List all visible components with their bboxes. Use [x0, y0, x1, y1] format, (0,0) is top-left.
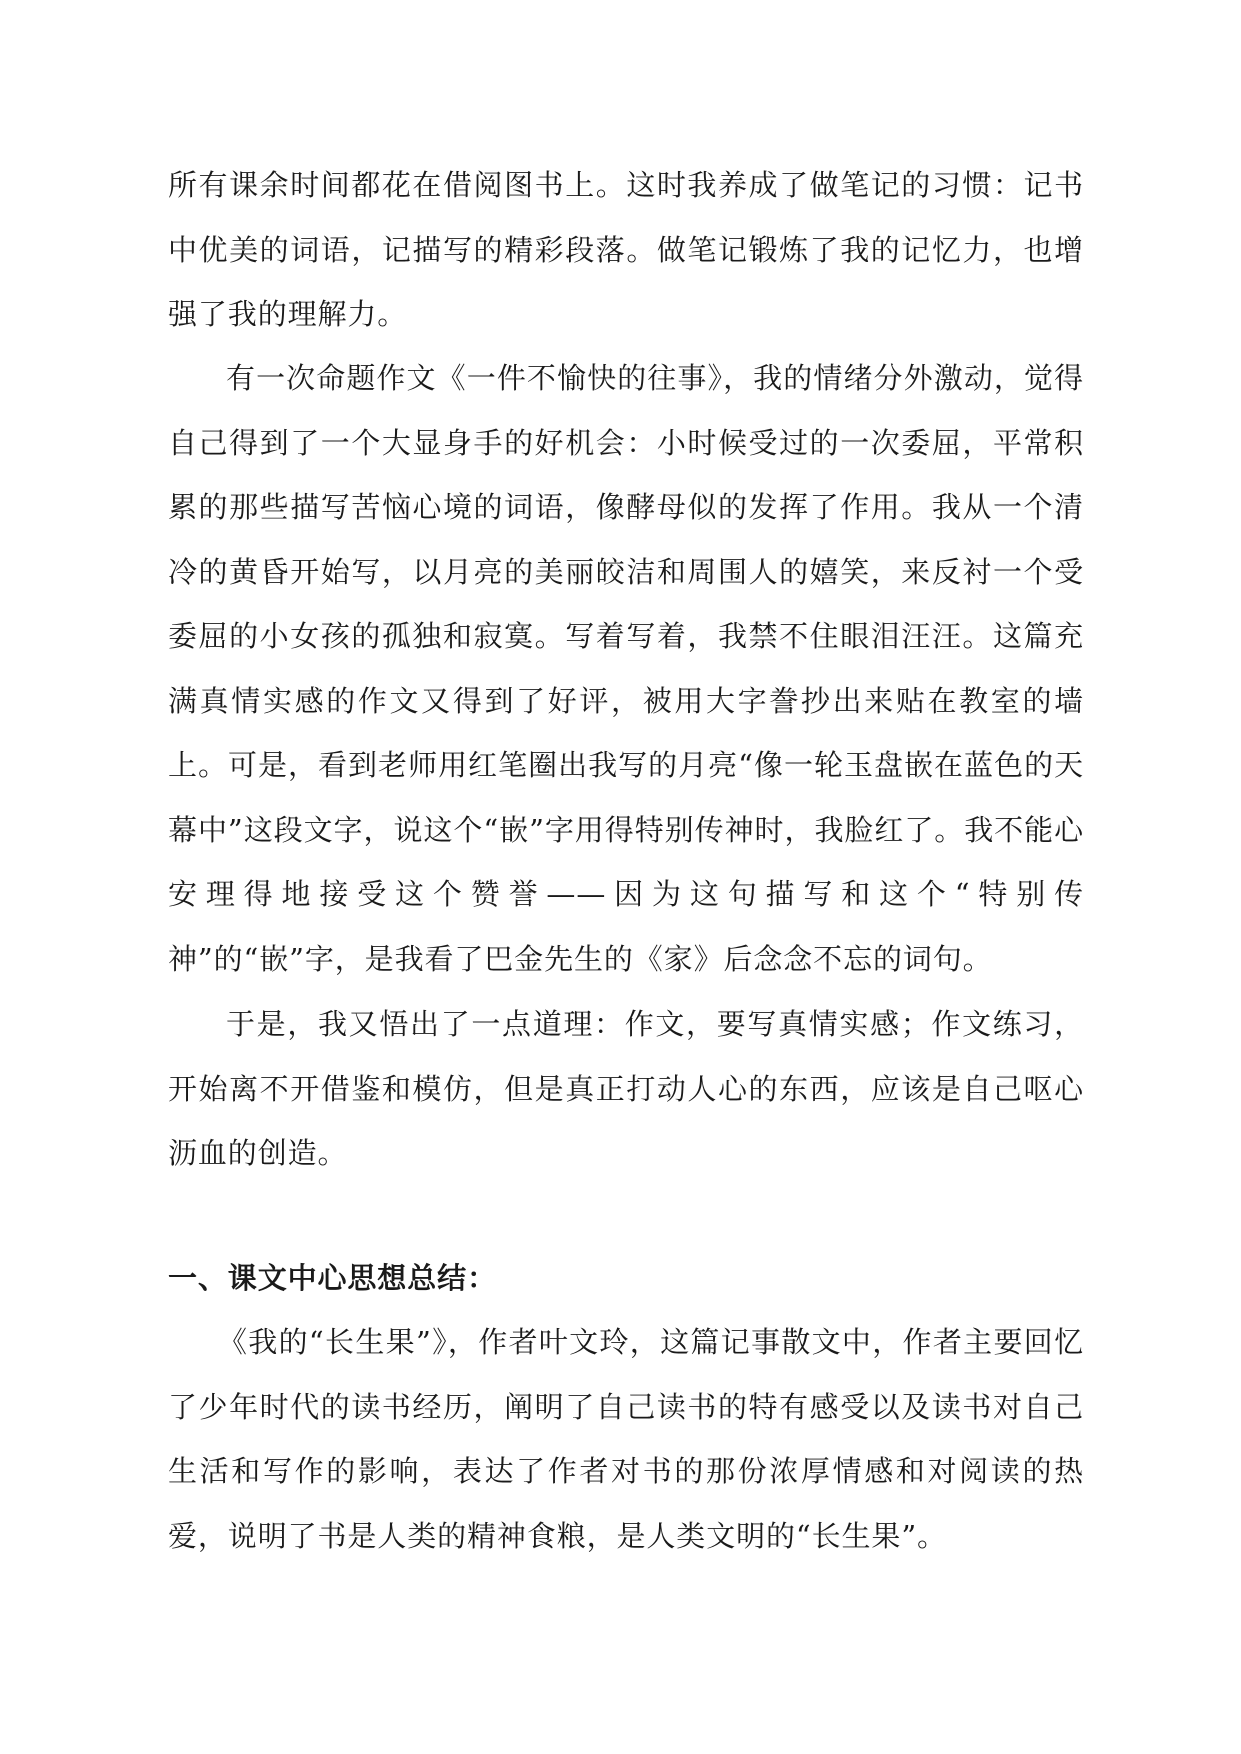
- paragraph-composition-story: 有一次命题作文《一件不愉快的往事》，我的情绪分外激动，觉得自己得到了一个大显身手的好机会：小时候受过的一次委屈，平常积累的那些描写苦恼心境的词语，像酵母似的发挥了作用。我从一个清冷的黄昏开始写，以月亮的美丽皎洁和周围人的嬉笑，来反衬一个受委屈的小女孩的孤独和寂寞。写着写着，我禁不住眼泪汪汪。这篇充满真情实感的作文又得到了好评，被用大字誊抄出来贴在教室的墙上。可是，看到老师用红笔圈出我写的月亮“像一轮玉盘嵌在蓝色的天幕中”这段文字，说这个“嵌”字用得特别传神时，我脸红了。我不能心安理得地接受这个赞誉——因为这句描写和这个“特别传神”的“嵌”字，是我看了巴金先生的《家》后念念不忘的词句。: [168, 361, 1084, 976]
- paragraph-reading-notes: 所有课余时间都花在借阅图书上。这时我养成了做笔记的习惯：记书中优美的词语，记描写的精彩段落。做笔记锻炼了我的记忆力，也增强了我的理解力。: [168, 168, 1084, 331]
- paragraph-summary: 《我的“长生果”》，作者叶文玲，这篇记事散文中，作者主要回忆了少年时代的读书经历，阐明了自己读书的特有感受以及读书对自己生活和写作的影响，表达了作者对书的那份浓厚情感和对阅读的热爱，说明了书是人类的精神食粮，是人类文明的“长生果”。: [168, 1325, 1084, 1553]
- section-heading: 一、课文中心思想总结：: [168, 1261, 497, 1295]
- paragraph-lesson-learned: 于是，我又悟出了一点道理：作文，要写真情实感；作文练习，开始离不开借鉴和模仿，但是真正打动人心的东西，应该是自己呕心沥血的创造。: [168, 1007, 1084, 1170]
